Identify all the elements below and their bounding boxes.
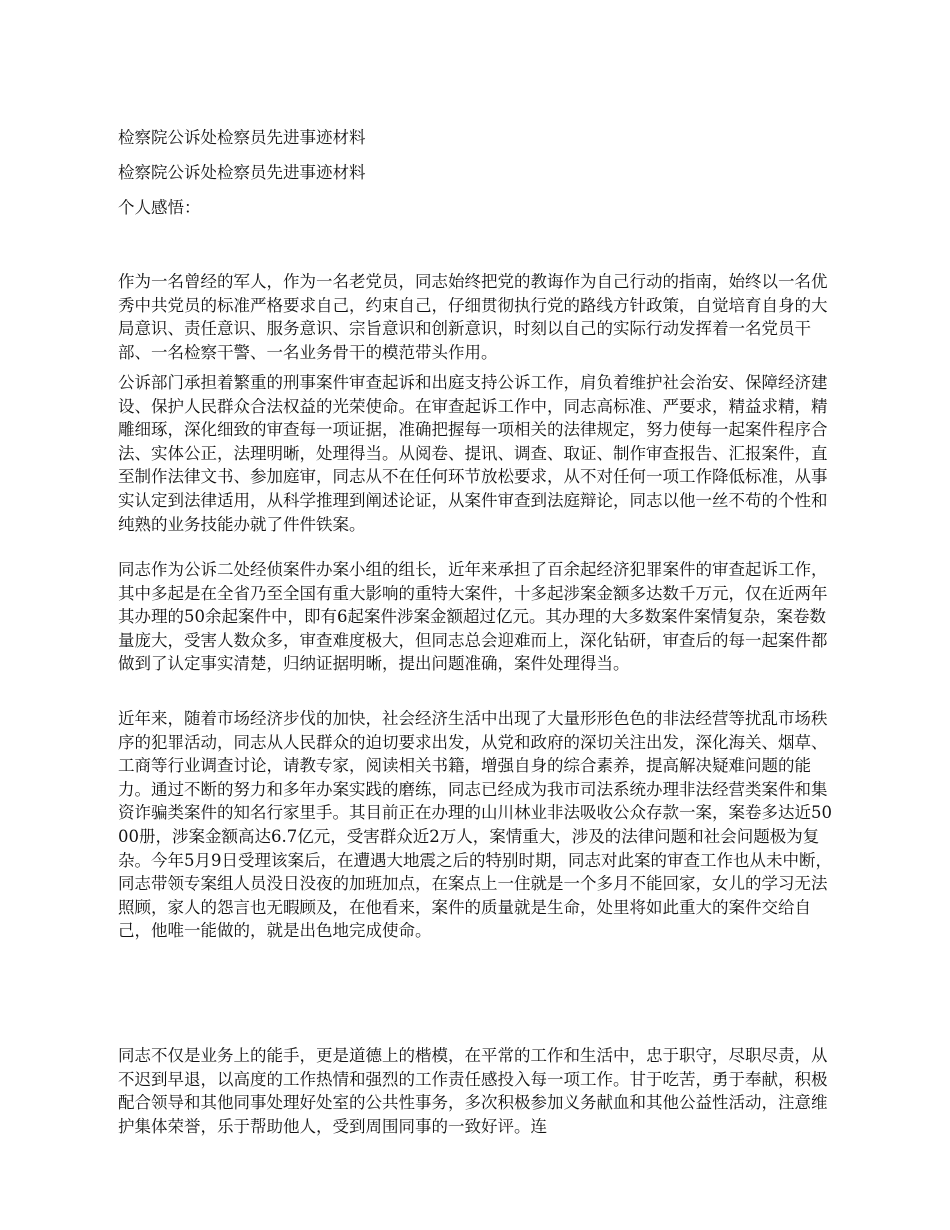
paragraph-1: 作为一名曾经的军人，作为一名老党员，同志始终把党的教诲作为自己行动的指南，始终以一名优秀中共党员的标准严格要求自己，约束自己，仔细贯彻执行党的路线方针政策，自觉培育自身的大局意识、责任意识、服务意识、宗旨意识和创新意识，时刻以自己的实际行动发挥着一名党员干部、一名检察干警、一名业务骨干的模范带头作用。 xyxy=(118,272,828,362)
document-subtitle: 检察院公诉处检察员先进事迹材料 xyxy=(118,163,366,182)
paragraph-3: 同志作为公诉二处经侦案件办案小组的组长，近年来承担了百余起经济犯罪案件的审查起诉工作，其中多起是在全省乃至全国有重大影响的重特大案件，十多起涉案金额多达数千万元，仅在近两年其办理的50余起案件中，即有6起案件涉案金额超过亿元。其办理的大多数案件案情复杂，案卷数量庞大，受害人数众多，审查难度极大，但同志总会迎难而上，深化钻研，审查后的每一起案件都做到了认定事实清楚，归纳证据明晰，提出问题准确，案件处理得当。 xyxy=(118,560,828,674)
document-title: 检察院公诉处检察员先进事迹材料 xyxy=(118,128,366,147)
section-label: 个人感悟： xyxy=(118,198,201,217)
paragraph-5: 同志不仅是业务上的能手，更是道德上的楷模，在平常的工作和生活中，忠于职守，尽职尽责，从不迟到早退，以高度的工作热情和强烈的工作责任感投入每一项工作。甘于吃苦，勇于奉献，积极配合领导和其他同事处理好处室的公共性事务，多次积极参加义务献血和其他公益性活动，注意维护集体荣誉，乐于帮助他人，受到周围同事的一致好评。连 xyxy=(118,1046,828,1136)
paragraph-2: 公诉部门承担着繁重的刑事案件审查起诉和出庭支持公诉工作，肩负着维护社会治安、保障经济建设、保护人民群众合法权益的光荣使命。在审查起诉工作中，同志高标准、严要求，精益求精，精雕细琢，深化细致的审查每一项证据，准确把握每一项相关的法律规定，努力使每一起案件程序合法、实体公正，法理明晰，处理得当。从阅卷、提讯、调查、取证、制作审查报告、汇报案件，直至制作法律文书、参加庭审，同志从不在任何环节放松要求，从不对任何一项工作降低标准，从事实认定到法律适用，从科学推理到阐述论证，从案件审查到法庭辩论，同志以他一丝不苟的个性和纯熟的业务技能办就了件件铁案。 xyxy=(118,373,828,534)
paragraph-4: 近年来，随着市场经济步伐的加快，社会经济生活中出现了大量形形色色的非法经营等扰乱市场秩序的犯罪活动，同志从人民群众的迫切要求出发，从党和政府的深切关注出发，深化海关、烟草、工商等行业调查讨论，请教专家，阅读相关书籍，增强自身的综合素养，提高解决疑难问题的能力。通过不断的努力和多年办案实践的磨练，同志已经成为我市司法系统办理非法经营类案件和集资诈骗类案件的知名行家里手。其目前正在办理的山川林业非法吸收公众存款一案，案卷多达近5000册，涉案金额高达6.7亿元，受害群众近2万人，案情重大，涉及的法律问题和社会问题极为复杂。今年5月9日受理该案后，在遭遇大地震之后的特别时期，同志对此案的审查工作也从未中断，同志带领专案组人员没日没夜的加班加点，在案点上一住就是一个多月不能回家，女儿的学习无法照顾，家人的怨言也无暇顾及，在他看来，案件的质量就是生命，处里将如此重大的案件交给自己，他唯一能做的，就是出色地完成使命。 xyxy=(118,709,832,941)
